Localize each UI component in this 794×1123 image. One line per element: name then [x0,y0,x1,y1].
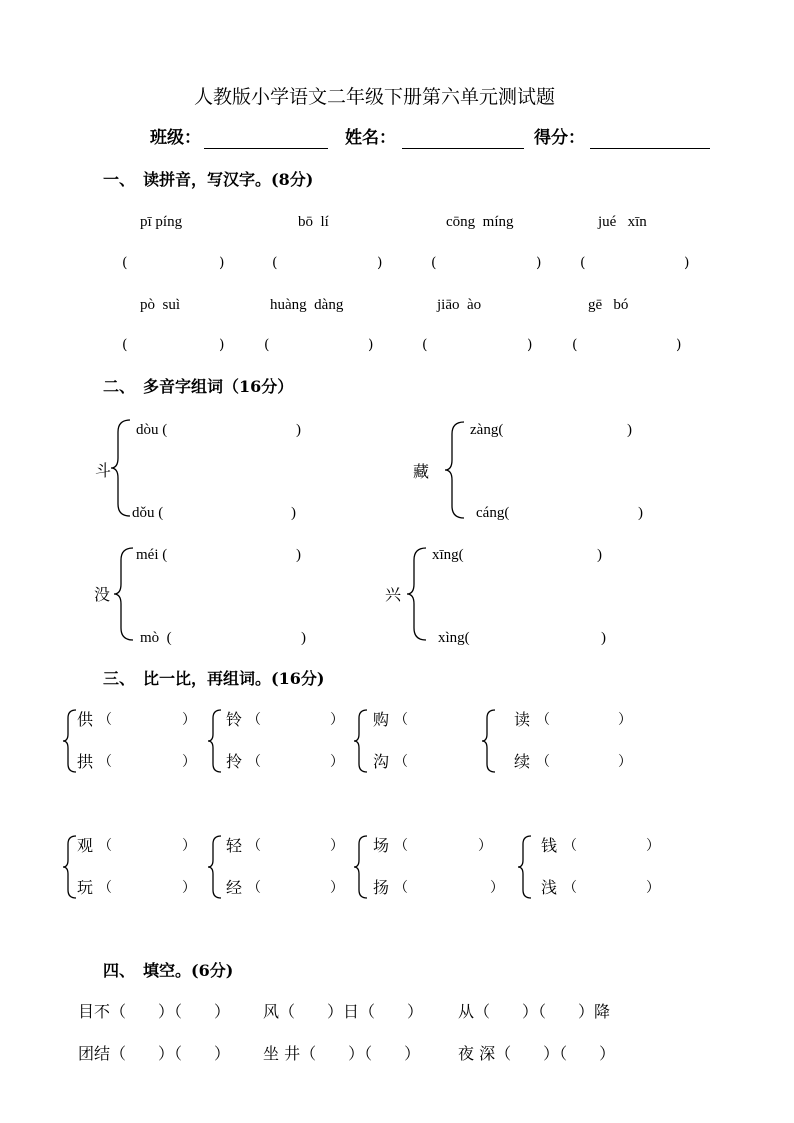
answer-paren-open: ( [122,337,128,353]
idiom-fill: 从（ ）（ ）降 [458,1002,611,1021]
pinyin-item: pò suì [140,297,181,313]
pinyin-reading: méi ( [136,547,168,563]
pinyin-item: huàng dàng [270,297,344,313]
compare-char: 购 [373,710,390,729]
answer-paren-open: （ [563,880,577,896]
answer-paren-close: ) [219,255,225,271]
left-brace [353,708,369,774]
class-field[interactable] [204,148,328,149]
answer-paren-open: （ [394,838,408,854]
polyphone-char: 兴 [385,585,402,604]
answer-paren-close: ) [601,630,606,646]
idiom-fill: 团结（ ）（ ） [78,1044,231,1063]
polyphone-char: 藏 [413,462,430,481]
answer-paren-close: ) [638,505,643,521]
answer-paren-open: ( [264,337,270,353]
compare-char: 场 [373,836,390,855]
answer-paren-close: ) [676,337,682,353]
answer-paren-close: ) [377,255,383,271]
compare-char: 玩 [77,878,94,897]
answer-paren-close: ） [490,880,504,896]
pinyin-item: cōng míng [446,214,514,230]
page-title: 人教版小学语文二年级下册第六单元测试题 [194,86,556,108]
answer-paren-close: ) [296,547,301,563]
answer-paren-close: ) [296,422,301,438]
left-brace [207,708,223,774]
left-brace [481,708,497,774]
left-brace [444,420,466,520]
answer-paren-close: ) [527,337,533,353]
answer-paren-close: ) [301,630,306,646]
left-brace [62,708,78,774]
answer-paren-open: （ [394,712,408,728]
idiom-fill: 夜 深（ ）（ ） [458,1044,616,1063]
answer-paren-close: ） [618,754,632,770]
section-3-heading: 三、 比一比，再组词。(16分) [103,669,325,688]
answer-paren-close: ） [182,838,196,854]
section-2-heading: 二、 多音字组词（16分） [103,377,294,396]
answer-paren-close: ） [646,838,660,854]
score-label: 得分： [534,128,585,148]
compare-char: 轻 [226,836,243,855]
pinyin-reading: dǒu ( [132,505,164,521]
answer-paren-open: （ [98,880,112,896]
compare-char: 铃 [226,710,243,729]
polyphone-char: 没 [94,585,111,604]
left-brace [113,546,135,642]
idiom-fill: 风（ ）日（ ） [263,1002,424,1021]
left-brace [207,834,223,900]
idiom-fill: 坐 井（ ）（ ） [263,1044,421,1063]
answer-paren-open: （ [247,754,261,770]
answer-paren-close: ） [182,712,196,728]
compare-char: 续 [514,752,531,771]
pinyin-item: jué xīn [598,214,647,230]
answer-paren-open: ( [422,337,428,353]
name-label: 姓名： [345,128,396,148]
answer-paren-close: ） [330,880,344,896]
compare-char: 拎 [226,752,243,771]
pinyin-reading: dòu ( [136,422,168,438]
section-4-heading: 四、 填空。(6分) [103,961,234,980]
answer-paren-close: ） [618,712,632,728]
left-brace [353,834,369,900]
answer-paren-close: ） [182,754,196,770]
left-brace [110,418,132,518]
answer-paren-open: （ [536,754,550,770]
answer-paren-close: ） [478,838,492,854]
answer-paren-close: ） [330,712,344,728]
section-1-heading: 一、 读拼音，写汉字。(8分) [103,170,314,189]
answer-paren-close: ） [646,880,660,896]
answer-paren-open: （ [98,838,112,854]
answer-paren-close: ) [597,547,602,563]
answer-paren-close: ） [182,880,196,896]
answer-paren-close: ) [219,337,225,353]
pinyin-item: jiāo ào [437,297,482,313]
answer-paren-open: （ [247,838,261,854]
answer-paren-open: （ [394,880,408,896]
left-brace [406,546,428,642]
answer-paren-open: ( [272,255,278,271]
answer-paren-open: ( [572,337,578,353]
answer-paren-close: ） [330,838,344,854]
left-brace [62,834,78,900]
answer-paren-open: （ [563,838,577,854]
score-field[interactable] [590,148,710,149]
compare-char: 经 [226,878,243,897]
answer-paren-close: ) [684,255,690,271]
compare-char: 扬 [373,878,390,897]
compare-char: 钱 [541,836,558,855]
idiom-fill: 目不（ ）（ ） [78,1002,231,1021]
answer-paren-open: （ [394,754,408,770]
answer-paren-close: ) [627,422,632,438]
left-brace [517,834,533,900]
pinyin-reading: mò ( [140,630,172,646]
polyphone-char: 斗 [95,461,112,480]
answer-paren-close: ) [368,337,374,353]
pinyin-item: gē bó [588,297,629,313]
compare-char: 供 [77,710,94,729]
answer-paren-open: （ [536,712,550,728]
class-label: 班级： [150,128,201,148]
compare-char: 沟 [373,752,390,771]
answer-paren-open: ( [431,255,437,271]
name-field[interactable] [402,148,524,149]
answer-paren-open: ( [122,255,128,271]
compare-char: 读 [514,710,531,729]
pinyin-item: bō lí [298,214,329,230]
pinyin-reading: zàng( [470,422,504,438]
answer-paren-open: （ [247,712,261,728]
answer-paren-close: ） [330,754,344,770]
pinyin-reading: xìng( [438,630,470,646]
pinyin-reading: xīng( [432,547,464,563]
compare-char: 观 [77,836,94,855]
answer-paren-close: ) [291,505,296,521]
answer-paren-open: （ [247,880,261,896]
compare-char: 浅 [541,878,558,897]
pinyin-reading: cáng( [476,505,510,521]
pinyin-item: pī píng [140,214,183,230]
answer-paren-open: （ [98,712,112,728]
answer-paren-open: （ [98,754,112,770]
compare-char: 拱 [77,752,94,771]
answer-paren-close: ) [536,255,542,271]
answer-paren-open: ( [580,255,586,271]
